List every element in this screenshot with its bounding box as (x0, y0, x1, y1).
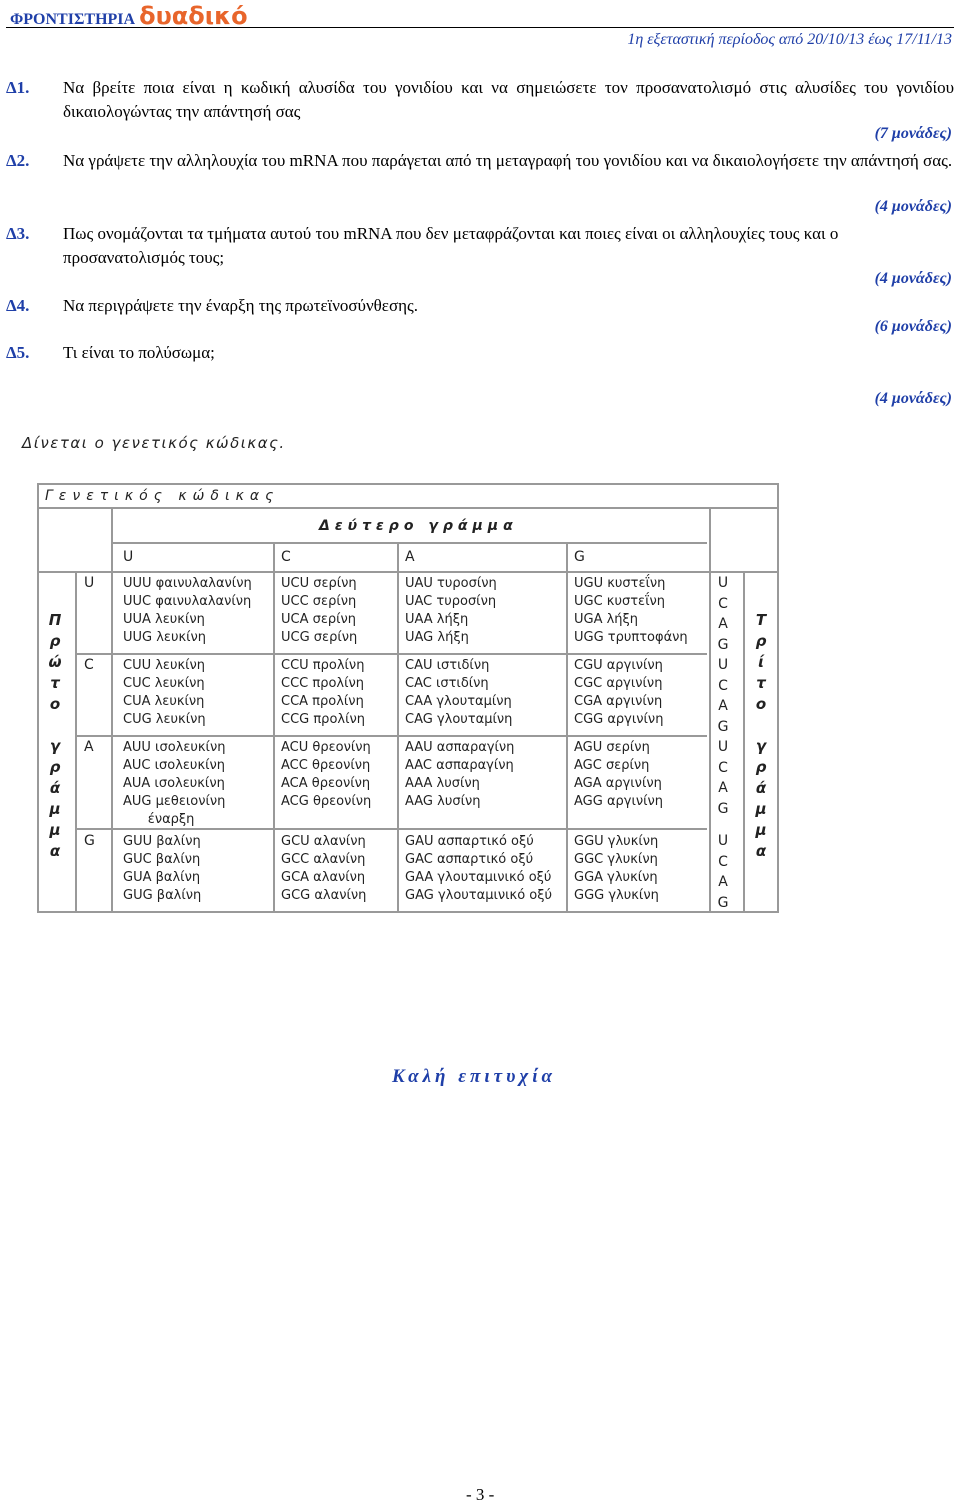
title-letter: α (755, 842, 767, 860)
codon-cell: UUU φαινυλαλανίνη UUC φαινυλαλανίνη UUA λευκίνη UUG λευκίνη (123, 576, 252, 645)
title-letter (43, 715, 67, 736)
question-label: Δ5. (6, 343, 30, 362)
question-text: Πως ονομάζονται τα τμήματα αυτού του mRNA που δεν μεταφράζονται και ποιες είναι οι αλληλουχίες τους και ο προσανατολισμός τους; (63, 224, 839, 267)
code-title: Γενετικός κώδικας (45, 488, 280, 504)
third-letter: C (718, 595, 728, 612)
question-d2 (6, 149, 954, 173)
question-d3 (6, 222, 852, 270)
question-text: Να γράψετε την αλληλουχία του mRNA που παράγεται από τη μεταγραφή του γονιδίου και να δικαιολογήσετε την απάντησή σας. (63, 151, 953, 170)
third-letter: A (718, 874, 728, 890)
title-letter: μ (755, 821, 767, 839)
codon-cell: AAU ασπαραγίνη AAC ασπαραγίνη AAA λυσίνη AAG λυσίνη (405, 740, 515, 809)
divider (75, 571, 77, 911)
question-d4 (6, 294, 954, 318)
question-points: (6 μονάδες) (874, 318, 952, 335)
column-header: G (574, 549, 585, 565)
title-letter: ρ (755, 632, 767, 650)
third-letter: A (718, 780, 728, 796)
question-text: Να περιγράψετε την έναρξη της πρωτεϊνοσύνθεσης. (63, 296, 418, 315)
question-points: (4 μονάδες) (874, 198, 952, 215)
codon-cell: CAU ιστιδίνη CAC ιστιδίνη CAA γλουταμίνη CAG γλουταμίνη (405, 658, 513, 727)
title-letter: ά (49, 779, 61, 797)
title-letter: ά (755, 779, 767, 797)
divider (111, 542, 707, 544)
title-letter: γ (49, 737, 61, 755)
title-letter: ρ (755, 758, 767, 776)
third-letter: G (717, 718, 729, 735)
question-points: (7 μονάδες) (874, 125, 952, 142)
third-letter: G (717, 800, 729, 817)
third-letter: U (717, 833, 729, 849)
codon-cell: UCU σερίνη UCC σερίνη UCA σερίνη UCG σερίνη (281, 576, 358, 645)
row-header: U (84, 575, 95, 591)
title-letter: ο (49, 695, 61, 713)
divider (566, 542, 568, 911)
divider (111, 507, 113, 911)
codon-cell: UGU κυστεΐνη UGC κυστεΐνη UGA λήξη UGG τρυπτοφάνη (574, 576, 688, 645)
question-d1 (6, 76, 954, 124)
title-letter: Τ (755, 611, 767, 629)
title-letter: μ (755, 800, 767, 818)
codon-cell: GUU βαλίνη GUC βαλίνη GUA βαλίνη GUG βαλίνη (123, 834, 202, 903)
divider (39, 571, 777, 573)
question-label: Δ3. (6, 224, 30, 243)
header-brand (10, 2, 248, 30)
third-letter: U (717, 575, 729, 591)
divider (75, 653, 707, 655)
third-letter: C (718, 677, 728, 694)
page-number: - 3 - (466, 1485, 495, 1504)
row-header: A (84, 739, 94, 755)
divider (743, 571, 745, 911)
third-letter: G (717, 894, 729, 911)
code-caption: Δίνεται ο γενετικός κώδικας. (22, 434, 286, 452)
genetic-code-table (37, 483, 779, 913)
question-text: Τι είναι το πολύσωμα; (63, 343, 215, 362)
row-header: C (84, 657, 94, 673)
question-label: Δ4. (6, 296, 30, 315)
second-letter-title: Δεύτερο γράμμα (319, 518, 518, 534)
title-letter: τ (50, 674, 60, 692)
codon-cell: GCU αλανίνη GCC αλανίνη GCA αλανίνη GCG αλανίνη (281, 834, 367, 903)
divider (39, 507, 777, 509)
codon-cell: CUU λευκίνη CUC λευκίνη CUA λευκίνη CUG λευκίνη (123, 658, 206, 727)
title-letter: ρ (49, 758, 61, 776)
question-points: (4 μονάδες) (874, 270, 952, 287)
closing-wish: Καλή επιτυχία (392, 1066, 557, 1087)
codon-cell: GAU ασπαρτικό οξύ GAC ασπαρτικό οξύ GAA γλουταμινικό οξύ GAG γλουταμινικό οξύ (405, 834, 553, 903)
title-letter: ί (758, 653, 764, 671)
title-letter: α (49, 842, 61, 860)
divider (709, 507, 711, 911)
divider (397, 542, 399, 911)
brand-name: δυαδικό (139, 2, 248, 30)
column-header: U (123, 549, 134, 565)
title-letter: γ (755, 737, 767, 755)
codon-cell: AGU σερίνη AGC σερίνη AGA αργινίνη AGG αργινίνη (574, 740, 664, 809)
codon-cell: CCU προλίνη CCC προλίνη CCA προλίνη CCG προλίνη (281, 658, 365, 727)
title-letter: Π (48, 611, 62, 629)
third-letter: A (718, 698, 728, 714)
codon-cell: UAU τυροσίνη UAC τυροσίνη UAA λήξη UAG λήξη (405, 576, 497, 645)
column-header: C (281, 549, 291, 565)
row-header: G (84, 833, 95, 849)
third-letter: U (717, 657, 729, 673)
codon-cell: GGU γλυκίνη GGC γλυκίνη GGA γλυκίνη GGG γλυκίνη (574, 834, 659, 903)
title-letter (749, 715, 773, 736)
third-letter: C (718, 853, 728, 870)
question-d5 (6, 341, 954, 365)
codon-cell: CGU αργινίνη CGC αργινίνη CGA αργινίνη CGG αργινίνη (574, 658, 664, 727)
third-letter: U (717, 739, 729, 755)
column-header: A (405, 549, 415, 565)
third-letter: A (718, 616, 728, 632)
title-letter: ρ (49, 632, 61, 650)
question-label: Δ2. (6, 151, 30, 170)
codon-cell: ACU θρεονίνη ACC θρεονίνη ACA θρεονίνη ACG θρεονίνη (281, 740, 372, 809)
third-letter: G (717, 636, 729, 653)
title-letter: μ (49, 821, 61, 839)
title-letter: ο (755, 695, 767, 713)
exam-period: 1η εξεταστική περίοδος από 20/10/13 έως 17/11/13 (627, 31, 952, 48)
third-letter-title (749, 610, 773, 862)
question-text: Να βρείτε ποια είναι η κωδική αλυσίδα του γονιδίου και να σημειώσετε τον προσανατολισμό στις αλυσίδες του γονιδίου δικαιολογώντας την απάντησή σας (63, 78, 954, 121)
brand-prefix: ΦΡΟΝΤΙΣΤΗΡΙΑ (10, 11, 136, 28)
third-letter: C (718, 759, 728, 776)
question-points: (4 μονάδες) (874, 390, 952, 407)
title-letter: ώ (48, 653, 62, 671)
divider (273, 542, 275, 911)
first-letter-title (43, 610, 67, 862)
question-label: Δ1. (6, 78, 30, 97)
codon-cell: AUU ισολευκίνη AUC ισολευκίνη AUA ισολευκίνη AUG μεθειονίνη έναρξη (123, 740, 226, 827)
title-letter: μ (49, 800, 61, 818)
header-rule (6, 27, 954, 28)
title-letter: τ (756, 674, 766, 692)
divider (75, 735, 707, 737)
